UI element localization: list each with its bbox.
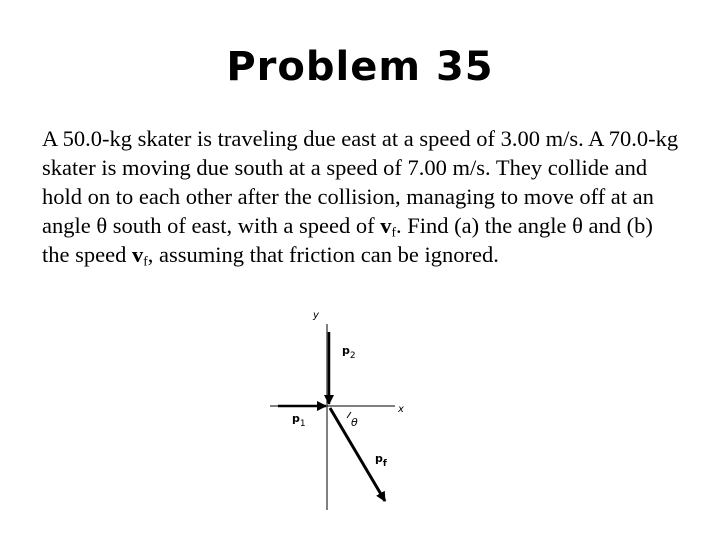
pf-letter: p (375, 452, 383, 465)
vf-symbol-2: v (131, 242, 144, 267)
theta-label: θ (351, 416, 358, 429)
problem-text-part-2: . Find (a) the angle θ and (b) the speed (42, 213, 653, 267)
x-axis-label: x (398, 404, 404, 415)
problem-statement (42, 124, 682, 269)
p2-subscript: 2 (349, 351, 356, 361)
problem-text-part-3: , assuming that friction can be ignored. (147, 242, 499, 267)
slide-title: Problem 35 (226, 44, 494, 90)
vf-subscript-2: f (143, 253, 148, 269)
p2-label (342, 344, 356, 361)
pf-label (375, 452, 387, 469)
vf-symbol: v (380, 213, 392, 238)
y-axis-label: y (313, 310, 319, 321)
p1-subscript: 1 (299, 419, 306, 429)
collision-diagram (270, 300, 420, 515)
p2-letter: p (342, 344, 350, 357)
p1-letter: p (292, 412, 300, 425)
p1-label (292, 412, 306, 429)
pf-subscript: f (382, 459, 387, 469)
vf-subscript: f (391, 224, 396, 240)
problem-text-part-1: A 50.0-kg skater is traveling due east at a speed of 3.00 m/s. A 70.0-kg skater is moving due south at a speed of 7.00 m/s. They collide and hold on to each other after the collision, managing to move off at an angle θ south of east, with a speed of (42, 126, 679, 238)
